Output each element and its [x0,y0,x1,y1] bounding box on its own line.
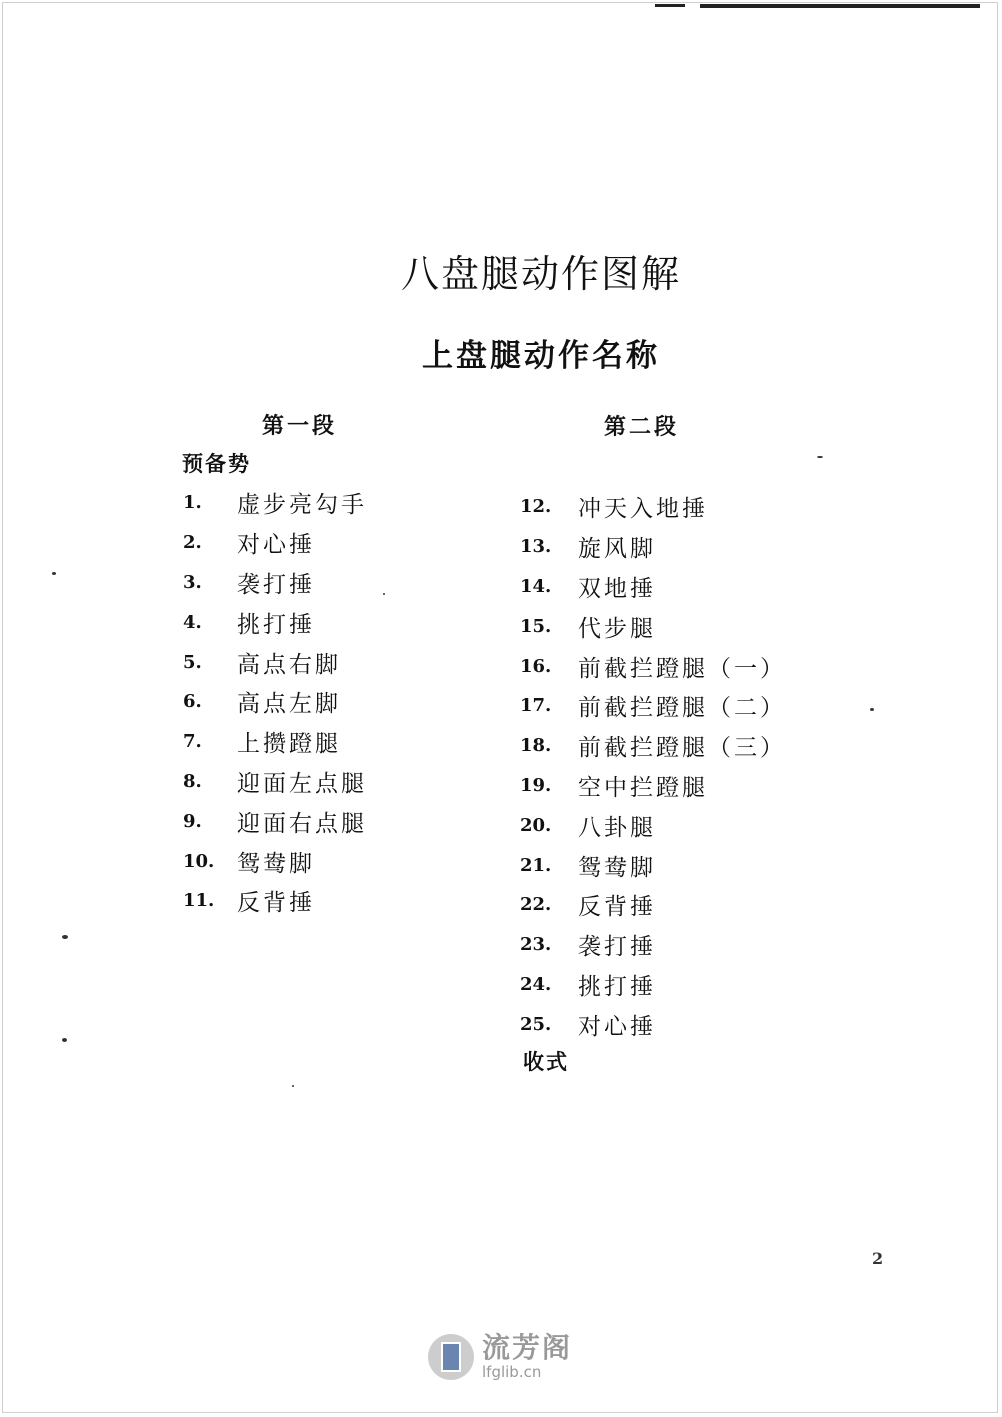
watermark-url: lfglib.cn [482,1363,542,1381]
scan-edge-mark [655,4,685,7]
item-number: 9. [183,810,202,832]
list-item [183,642,367,682]
scan-speck [52,572,56,575]
list-item [183,563,367,603]
item-number: 5. [183,651,202,673]
list-item [183,762,367,802]
item-number: 18. [520,735,552,757]
section-1-heading: 第一段 [262,413,338,439]
item-label: 迎面左点腿 [237,770,367,797]
item-label: 高点右脚 [237,651,341,678]
item-label: 双地捶 [578,575,656,602]
item-number: 8. [183,770,202,792]
page-title: 八盘腿动作图解 [400,252,681,296]
item-label: 空中拦蹬腿 [578,774,708,801]
item-number: 7. [183,731,202,753]
item-label: 代步腿 [578,615,656,642]
list-item [183,682,367,722]
scan-speck [292,1085,294,1087]
item-number: 11. [183,890,215,912]
scan-speck [870,708,874,711]
list-item [183,483,367,523]
scan-speck [817,456,823,458]
page-subtitle: 上盘腿动作名称 [422,338,660,374]
item-label: 前截拦蹬腿（一） [578,655,786,682]
list-item [183,841,367,881]
item-label: 虚步亮勾手 [237,492,367,519]
list-item [520,686,786,726]
list-item [520,646,786,686]
item-number: 17. [520,695,552,717]
list-item [520,567,786,607]
item-number: 3. [183,571,202,593]
list-item [183,881,367,921]
item-number: 24. [520,973,552,995]
item-number: 6. [183,691,202,713]
list-item [520,726,786,766]
list-item [520,606,786,646]
library-logo-icon [428,1334,474,1380]
item-number: 15. [520,615,552,637]
item-number: 23. [520,934,552,956]
list-item [520,766,786,806]
item-label: 反背捶 [237,890,315,917]
item-label: 挑打捶 [237,611,315,638]
item-label: 旋风脚 [578,536,656,563]
ready-stance: 预备势 [182,451,251,476]
item-label: 八卦腿 [578,814,656,841]
item-label: 前截拦蹬腿（二） [578,695,786,722]
section-2-list [520,487,786,1044]
item-number: 16. [520,655,552,677]
watermark-name: 流芳阁 [482,1331,573,1364]
section-1-list [183,483,367,921]
item-label: 对心捶 [237,532,315,559]
list-item [520,965,786,1005]
item-number: 21. [520,854,552,876]
list-item [520,925,786,965]
item-label: 对心捶 [578,1013,656,1040]
item-number: 2. [183,532,202,554]
list-item [520,527,786,567]
page-number: 2 [872,1249,884,1268]
scan-speck [383,593,385,595]
item-label: 冲天入地捶 [578,496,708,523]
item-label: 袭打捶 [578,934,656,961]
section-2-heading: 第二段 [604,414,680,440]
page-border [2,2,998,1413]
item-number: 13. [520,536,552,558]
list-item [520,1004,786,1044]
list-item [183,722,367,762]
scan-speck [62,935,68,939]
item-label: 挑打捶 [578,973,656,1000]
item-label: 上攒蹬腿 [237,731,341,758]
scan-edge-mark [700,4,980,8]
watermark [428,1331,573,1381]
item-number: 12. [520,496,552,518]
scan-speck [62,1038,67,1042]
item-number: 14. [520,575,552,597]
list-item [183,801,367,841]
item-label: 袭打捶 [237,571,315,598]
item-label: 反背捶 [578,894,656,921]
item-label: 高点左脚 [237,691,341,718]
list-item [520,487,786,527]
item-number: 1. [183,492,202,514]
list-item [520,845,786,885]
item-label: 鸳鸯脚 [237,850,315,877]
item-number: 10. [183,850,215,872]
closing-stance: 收式 [523,1049,569,1074]
item-number: 20. [520,814,552,836]
item-label: 鸳鸯脚 [578,854,656,881]
list-item [520,885,786,925]
list-item [183,523,367,563]
item-label: 迎面右点腿 [237,810,367,837]
item-number: 25. [520,1013,552,1035]
item-number: 4. [183,611,202,633]
item-label: 前截拦蹬腿（三） [578,735,786,762]
list-item [520,805,786,845]
item-number: 22. [520,894,552,916]
item-number: 19. [520,774,552,796]
list-item [183,602,367,642]
